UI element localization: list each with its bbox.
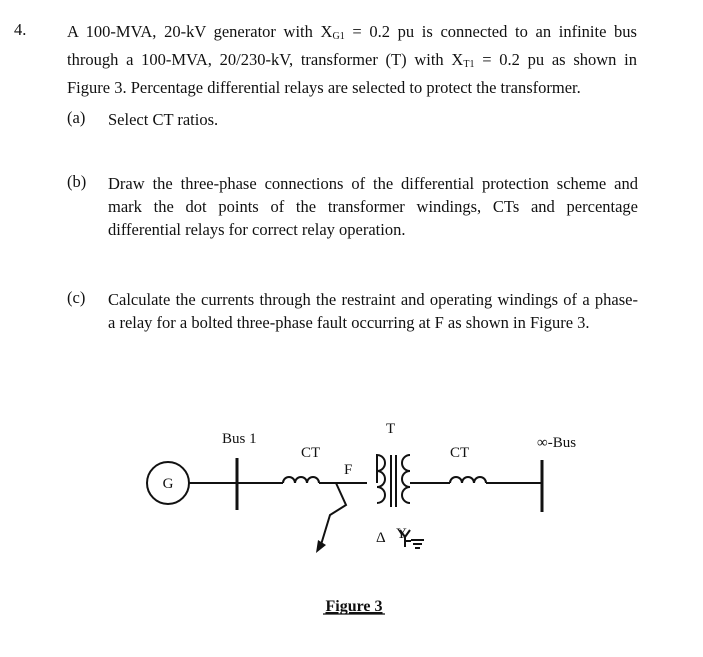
- transformer-secondary-winding: [402, 455, 410, 503]
- part-a-text: Select CT ratios.: [108, 110, 219, 129]
- fault-label: F: [344, 462, 353, 478]
- ct-left-label: CT: [301, 445, 321, 461]
- question-number: 4.: [14, 20, 27, 39]
- part-c-label: (c): [67, 288, 86, 307]
- intro-line-2: through a 100-MVA, 20/230-kV, transformer (T) with $X_{T1} = 0.2$ pu as shown in: [67, 50, 637, 70]
- delta-symbol: Δ: [376, 530, 386, 546]
- ct-right-label: CT: [450, 445, 470, 461]
- generator-label: G: [162, 476, 174, 492]
- part-a-label: (a): [67, 108, 86, 127]
- part-b-text: Draw the three-phase connections of the differential protection scheme and mark the dot points of the transformer windings, CTs and percentage differential relays for correct relay operation.: [108, 174, 638, 239]
- intro-line-1: A 100-MVA, 20-kV generator with $X_{G1} = 0.2$ pu is connected to an infinite bus: [67, 22, 637, 42]
- part-c-text: Calculate the currents through the restraint and operating windings of a phase- a relay for a bolted three-phase fault occurring at F as shown in Figure 3.: [108, 290, 638, 332]
- fault-symbol: [320, 483, 346, 548]
- transformer-primary-winding: [377, 455, 385, 503]
- ct-left-coil: [283, 477, 319, 483]
- intro-line-3: Figure 3. Percentage differential relays are selected to protect the transformer.: [67, 78, 581, 97]
- transformer-label: T: [386, 421, 396, 437]
- inf-bus-label: ∞-Bus: [537, 435, 577, 451]
- fault-arrow-head: [316, 540, 326, 553]
- ct-right-coil: [450, 477, 486, 483]
- wye-symbol-text: Y: [396, 526, 407, 542]
- part-b-label: (b): [67, 172, 87, 191]
- figure-caption: Figure 3: [325, 598, 383, 615]
- bus1-label: Bus 1: [222, 431, 257, 447]
